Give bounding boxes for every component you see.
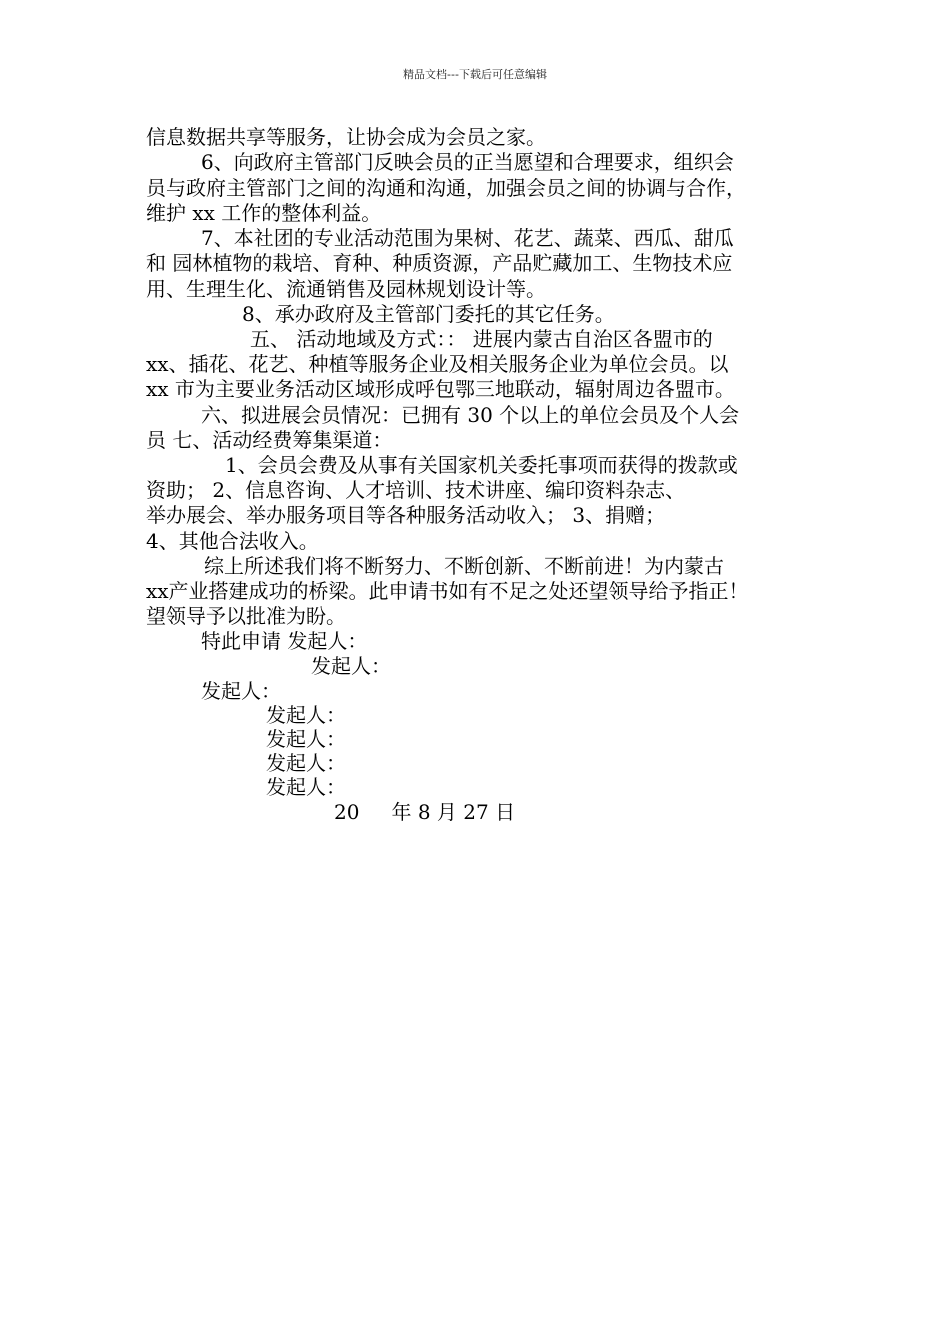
text-line: xx、插花、花艺、种植等服务企业及相关服务企业为单位会员。以 [146,352,729,376]
text-line: 资助； 2、信息咨询、人才培训、技术讲座、编印资料杂志、 [146,478,686,502]
text-line: 六、拟进展会员情况：已拥有 30 个以上的单位会员及个人会 [201,403,740,427]
text-line: 员 七、活动经费筹集渠道： [146,428,393,452]
date-month: 8 [417,800,431,824]
signature-line: 发起人： [201,679,281,703]
date-month-unit: 月 [436,800,457,824]
signature-line: 发起人： [311,654,391,678]
signature-line: 发起人： [266,703,346,727]
text-line: 1、会员会费及从事有关国家机关委托事项而获得的拨款或 [225,453,738,477]
signature-line: 发起人： [266,775,346,799]
text-line: 用、生理生化、流通销售及园林规划设计等。 [146,277,546,301]
text-line: 员与政府主管部门之间的沟通和沟通，加强会员之间的协调与合作， [146,176,746,200]
text-line: 望领导予以批准为盼。 [146,604,346,628]
text-line: xx产业搭建成功的桥梁。此申请书如有不足之处还望领导给予指正！ [146,579,749,603]
text-line: 五、 活动地域及方式：： 进展内蒙古自治区各盟市的 [250,327,713,351]
signature-line: 发起人： [266,727,346,751]
text-line: 4、其他合法收入。 [146,529,319,553]
text-line: 信息数据共享等服务，让协会成为会员之家。 [146,125,546,149]
text-line: 举办展会、举办服务项目等各种服务活动收入； 3、捐赠； [146,503,666,527]
text-line: 8、承办政府及主管部门委托的其它任务。 [242,302,615,326]
date-year-unit: 年 [391,800,412,824]
signature-line: 发起人： [266,751,346,775]
date-day-unit: 日 [495,800,516,824]
text-line: 和 园林植物的栽培、育种、种质资源，产品贮藏加工、生物技术应 [146,251,733,275]
text-line: 6、向政府主管部门反映会员的正当愿望和合理要求，组织会 [201,150,734,174]
text-line: 7、本社团的专业活动范围为果树、花艺、蔬菜、西瓜、甜瓜 [201,226,734,250]
signature-line: 特此申请 发起人： [201,629,368,653]
text-line: xx 市为主要业务活动区域形成呼包鄂三地联动，辐射周边各盟市。 [146,377,735,401]
text-line: 综上所述我们将不断努力、不断创新、不断前进！为内蒙古 [204,554,724,578]
date-day: 27 [463,800,489,824]
date-line [334,800,515,824]
date-year: 20 [334,800,360,824]
text-line: 维护 xx 工作的整体利益。 [146,201,382,225]
page-header: 精品文档---下载后可任意编辑 [403,68,547,81]
